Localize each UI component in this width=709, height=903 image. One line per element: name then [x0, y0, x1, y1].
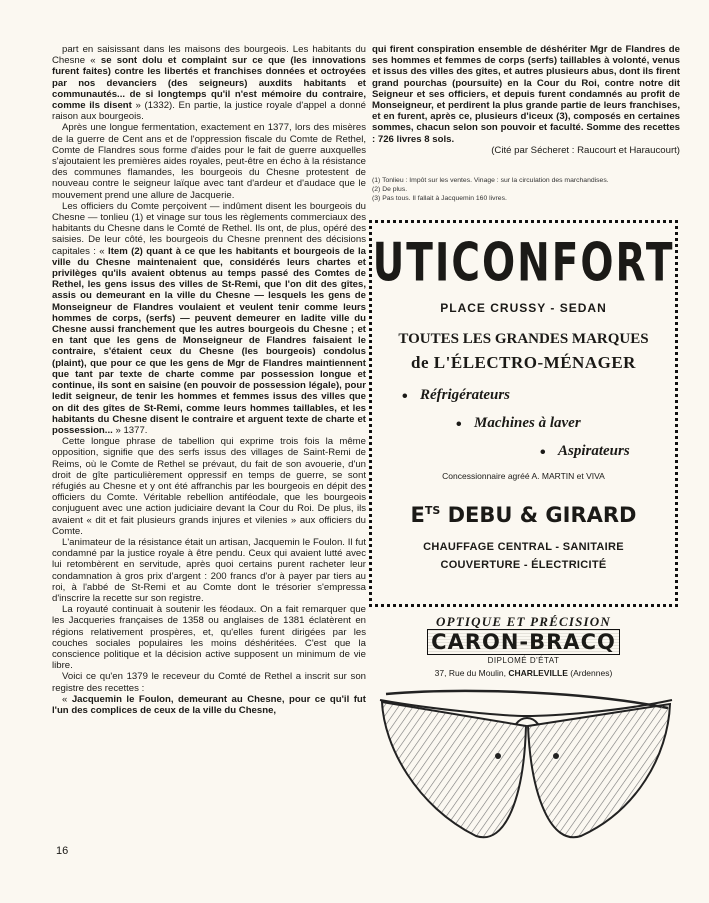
address-city: CHARLEVILLE — [508, 668, 568, 678]
text-run: Jacquemin le Foulon, demeurant au Chesne, pour ce qu'il fut l'un des complices de ceux de la ville du Chesne, — [52, 693, 366, 716]
product-machines-a-laver: Machines à laver — [474, 415, 581, 431]
diploma-line: DIPLOMÉ D'ÉTAT — [487, 656, 560, 665]
uticonfort-advertisement — [369, 220, 678, 607]
left-column-text — [52, 44, 366, 716]
right-lens — [528, 704, 670, 837]
footnote-3: (3) Pas tous. Il fallait à Jacquemin 160 livres. — [372, 195, 507, 202]
nose-pad-left — [495, 753, 501, 759]
temple-arm-top — [386, 691, 668, 708]
text-run: Cette longue phrase de tabellion qui exprime trois fois la même opposition, signifie que des serfs issus des villages de Saint-Remi de Reims, où le Comte de Rethel se prévaut, du fait de son avouerie, d'un droit de gîte particulièrement oppressif en temps de guerre, se sont réfugiés au Chesne et y ont été affranchis par les bourgeois en dépit des officiers du Comte. Véritable rebellion antiféodale, que les bourgeois conjuguent avec une action judiciaire devant la Cour du Roi. De plus, ils avaient « dit et fait plusieurs grands injures et vilenies » aux officiers du Comte. — [52, 436, 366, 537]
bullet-icon: • — [402, 388, 408, 405]
footnotes — [372, 176, 680, 203]
paragraph-5 — [52, 537, 366, 604]
citation: (Cité par Sécheret : Raucourt et Haraucourt) — [491, 144, 680, 156]
paragraph-3 — [52, 201, 366, 436]
paragraph-6 — [52, 604, 366, 671]
quote-continuation: qui firent conspiration ensemble de déshériter Mgr de Flandres de ses hommes et femmes de corps (serfs) taillables à volonté, venus et issus des villes des gîtes, et autres plusieurs abus, dont ils firent grand pourchas (poursuite) en la Cour du Roi, contre notre dit Seigneur et ses officiers, et depuis furent condamnés au profit de Monseigneur, et perdirent la plus grande partie de leurs franchises, et en furent, après ce, plusieurs d'iceux (3), composés en certaines sommes, chacun selon son pouvoir et faculté. Somme des recettes : 726 livres 8 sols. — [372, 44, 680, 145]
product-aspirateurs: Aspirateurs — [558, 443, 630, 459]
text-run: se sont dolu et complaint sur ce que (les innovations furent faites) contre les libertés et franchises données et octroyées par nos devanciers (des seigneurs) auxdits habitants et communautés... de si longtemps qu'il n'est mémoire du contraire, comme ils disent — [52, 55, 366, 112]
ets-prefix: E — [410, 503, 425, 527]
text-run: L'animateur de la résistance était un artisan, Jacquemin le Foulon. Il fut condamné par la justice royale à être pendu. Ceux qui avaient lutté avec lui retombèrent en servitude, après quoi certains purent racheter leur condamnation à gros prix d'argent : 200 francs d'or à payer par tiers au roi, à l'abbé de St-Remi et au Comte dont le trésorier s'empressa d'inscrire la recette sur son registre. — [52, 536, 366, 604]
optique-heading: OPTIQUE ET PRÉCISION — [436, 614, 611, 629]
right-column-text — [372, 44, 680, 156]
ets-name: DEBU & GIRARD — [447, 503, 637, 527]
ad-headline-2: de L'ÉLECTRO-MÉNAGER — [411, 353, 636, 372]
paragraph-1 — [52, 44, 366, 122]
bullet-icon: • — [540, 444, 546, 461]
uticonfort-address: PLACE CRUSSY - SEDAN — [440, 301, 607, 315]
paragraph-2 — [52, 122, 366, 200]
text-run: Item (2) quant à ce que les habitants et bourgeois de la ville du Chesne maintenaient que, considérés leurs chartes et privilèges qu'ils avaient obtenus au temps passé des Comtes de Rethel, les gens issus des villes de St-Remi, que l'on dit des gîtes, assis ou demeurant en la ville du Chesne — lesquels les gens de Monseigneur de Flandres voulaient et veulent tenir comme leurs hommes de corps, (serfs) — peuvent demeurer en ladite ville du Chesne aussi franchement que les autres bourgeois du Chesne ; et en tant que les gens de Monseigneur de Flandres faisaient le contraire, s'étaient ceux du Chesne (les bourgeois) condolus (plaint), que pour ce que les gens de Mgr de Flandres maintiennent que tant par texte de charte comme par possession longue et continue, ils sont en saisine (en pouvoir de possession légale), pour ledit seigneur, de tenir les hommes et femmes issus des villes que on dit des gîtes de St-Remi, comme leurs hommes taillables, et les habitants du Chesne disent le contraire et arguent texte de charte et possession... — [52, 245, 366, 436]
ets-sup: TS — [424, 504, 441, 517]
product-refrigerateurs: Réfrigérateurs — [420, 387, 510, 403]
text-run: Les officiers du Comte perçoivent — indûment disent les bourgeois du Chesne — tonlieu (1) et vinage sur tous les règlements commerciaux des habitants du Chesne dans le Comté de Rethel. Ils ont, de plus, opéré des saisies. De leur côté, les bourgeois du Chesne prennent des décisions capitales : « — [52, 200, 366, 257]
bullet-icon: • — [456, 416, 462, 433]
nose-pad-right — [553, 753, 559, 759]
text-run: La royauté continuait à soutenir les féodaux. On a fait remarquer que les Jacqueries françaises de 1358 ou anglaises de 1381 éclatèrent en régions relativement prospères, et, qu'elles furent dirigées par les couches sociales populaires les moins déshéritées. C'est que la conscience politique et la décision active supposent un minimum de vie libre. — [52, 604, 366, 672]
text-run: Après une longue fermentation, exactement en 1377, lors des misères de la guerre de Cent ans et de l'oppression fiscale du Comte de Rethel, Comte de Flandres sous forme d'aides pour le fait de guerre auxquelles s'ajoutaient les premières aides royales, peut-être en écho à la résistance des communes flamandes, les bourgeois du Chesne protestent de nouveau contre le seigneur laïque avec tant d'ardeur et d'audace que le mouvement prend une allure de Jacquerie. — [52, 122, 366, 201]
left-lens — [382, 702, 526, 837]
caron-bracq-brand: CARON-BRACQ — [427, 629, 620, 655]
eyeglasses-illustration — [376, 686, 676, 861]
text-run: » 1377. — [112, 424, 148, 436]
footnote-1: (1) Tonlieu : Impôt sur les ventes. Vinage : sur la circulation des marchandises. — [372, 177, 609, 184]
footnote-2: (2) De plus. — [372, 186, 408, 193]
optique-address — [369, 668, 678, 678]
text-run: part en saisissant dans les maisons des bourgeois. Les habitants du Chesne « — [52, 44, 366, 67]
uticonfort-brand: UTICONFORT — [372, 233, 675, 294]
dealer-line: Concessionnaire agréé A. MARTIN et VIVA — [442, 471, 605, 481]
bridge — [516, 718, 538, 724]
paragraph-8 — [52, 694, 366, 716]
text-run: « — [62, 693, 72, 705]
text-run: » (1332). En partie, la justice royale d'appel a donné raison aux bourgeois. — [52, 100, 367, 123]
address-street: 37, Rue du Moulin, — [434, 668, 509, 678]
text-run: Voici ce qu'en 1379 le receveur du Comté de Rethel a inscrit sur son registre des recettes : — [52, 671, 366, 694]
paragraph-4 — [52, 436, 366, 537]
caron-bracq-logo — [369, 630, 678, 654]
paragraph-7 — [52, 671, 366, 693]
services-line-2: COUVERTURE - ÉLECTRICITÉ — [440, 559, 607, 571]
address-region: (Ardennes) — [567, 668, 613, 678]
ets-debu-girard — [372, 503, 675, 527]
services-line-1: CHAUFFAGE CENTRAL - SANITAIRE — [423, 541, 624, 553]
page-number: 16 — [56, 845, 69, 857]
ad-headline-1: TOUTES LES GRANDES MARQUES — [398, 331, 649, 347]
